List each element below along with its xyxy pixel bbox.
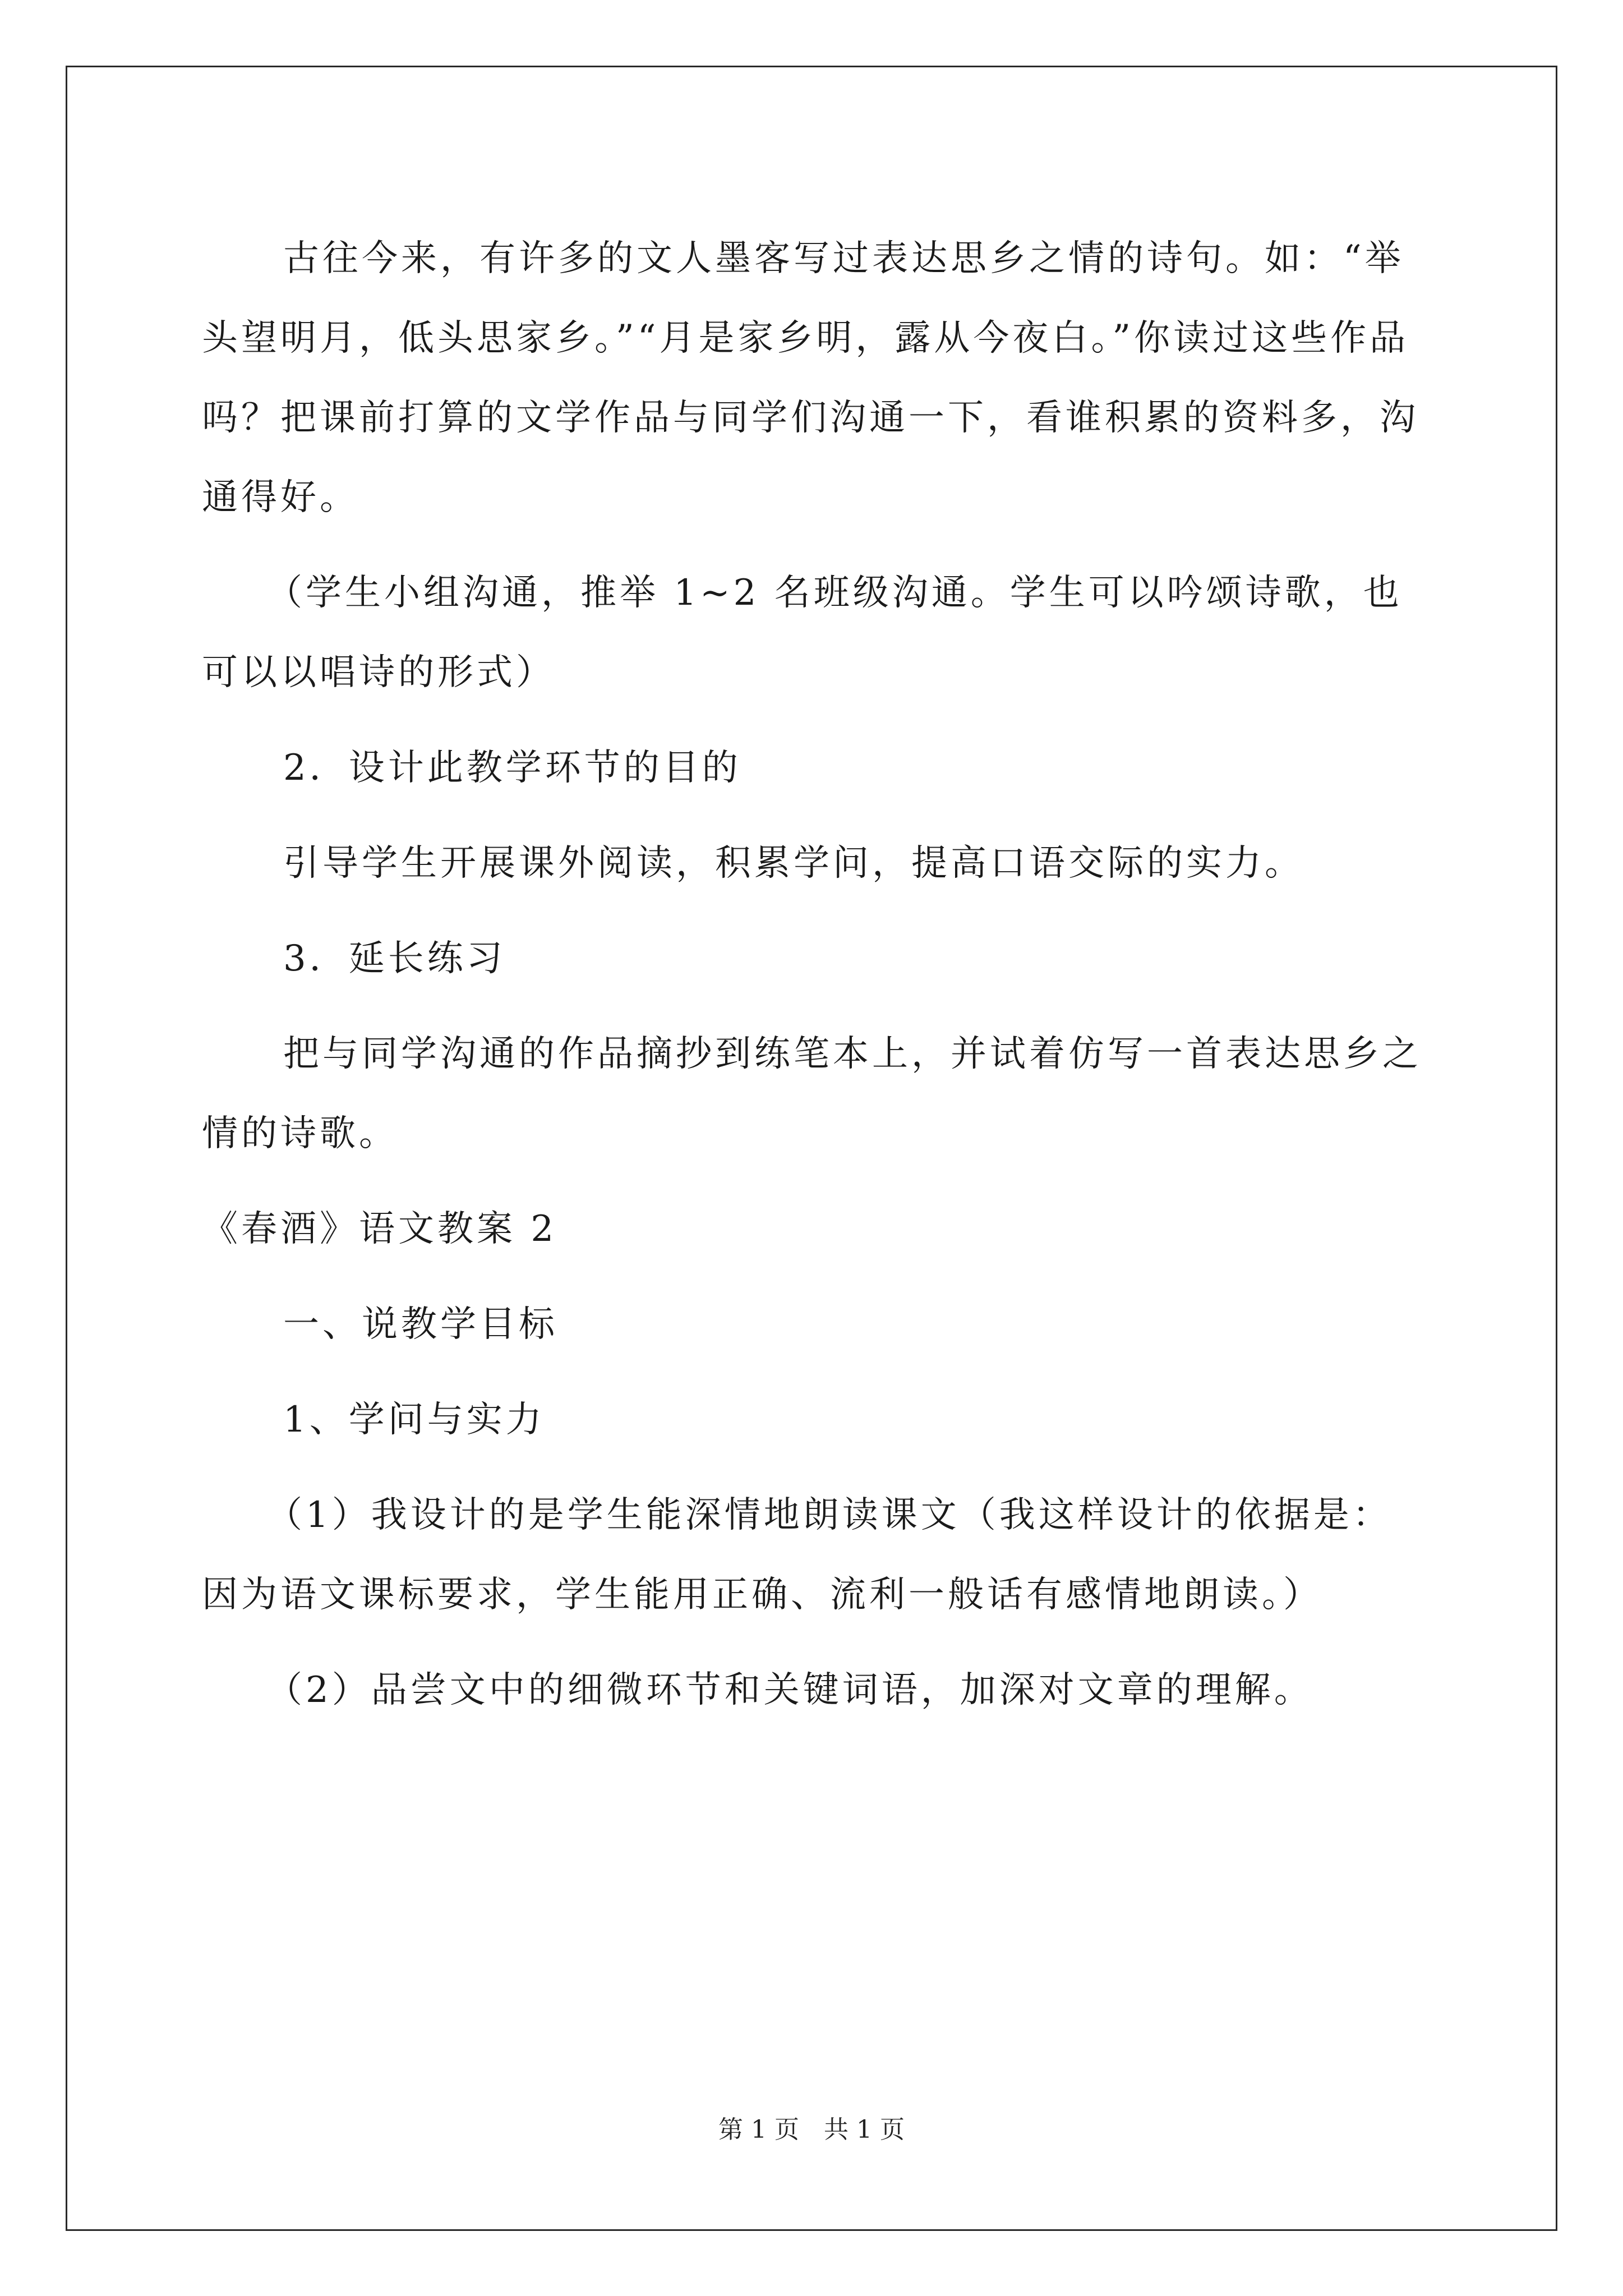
paragraph-intro: 古往今来，有许多的文人墨客写过表达思乡之情的诗句。如：“举头望明月，低头思家乡。”“月是家乡明，露从今夜白。”你读过这些作品吗？把课前打算的文学作品与同学们沟通一下，看谁积累的资料多，沟通得好。 <box>202 238 1419 518</box>
document-body <box>202 219 1430 1746</box>
document-title: 《春酒》语文教案 2 <box>202 1208 557 1250</box>
paragraph-section-2: 2．设计此教学环节的目的 <box>283 747 741 789</box>
paragraph-knowledge-ability: 1、学问与实力 <box>283 1399 545 1441</box>
paragraph-section-3: 3．延长练习 <box>283 938 506 979</box>
paragraph-item-2: （2）品尝文中的细微环节和关键词语，加深对文章的理解。 <box>266 1669 1313 1711</box>
paragraph-purpose: 引导学生开展课外阅读，积累学问，提高口语交际的实力。 <box>283 843 1304 884</box>
paragraph-objectives-heading: 一、说教学目标 <box>283 1304 558 1345</box>
paragraph-exercise: 把与同学沟通的作品摘抄到练笔本上，并试着仿写一首表达思乡之情的诗歌。 <box>202 1033 1422 1154</box>
paragraph-group-exchange: （学生小组沟通，推举 1~2 名班级沟通。学生可以吟颂诗歌，也可以以唱诗的形式） <box>202 572 1403 693</box>
paragraph-item-1: （1）我设计的是学生能深情地朗读课文（我这样设计的依据是：因为语文课标要求，学生能用正确、流利一般话有感情地朗读。） <box>202 1494 1392 1616</box>
page-footer: 第 1 页 共 1 页 <box>718 2115 905 2144</box>
